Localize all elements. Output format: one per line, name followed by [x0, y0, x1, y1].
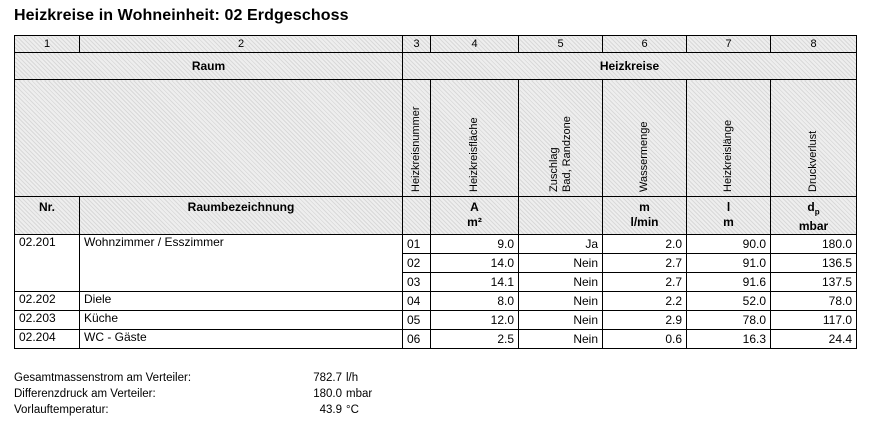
circuit-length: 90.0 — [687, 235, 771, 254]
summary-value: 180.0 — [313, 388, 342, 400]
room-number: 02.202 — [15, 292, 80, 311]
unit-length: l m — [687, 197, 771, 235]
circuit-area: 14.1 — [431, 273, 519, 292]
section-raum: Raum — [15, 53, 403, 80]
circuit-area: 9.0 — [431, 235, 519, 254]
page-title: Heizkreise in Wohneinheit: 02 Erdgeschoss — [14, 7, 349, 24]
circuit-area: 14.0 — [431, 254, 519, 273]
section-header-row — [15, 53, 857, 80]
column-number: 2 — [80, 36, 403, 53]
room-number: 02.203 — [15, 311, 80, 330]
header-druckverlust: Druckverlust — [771, 80, 857, 197]
circuit-flow: 2.9 — [603, 311, 687, 330]
circuit-zuschlag: Nein — [519, 311, 603, 330]
circuit-length: 52.0 — [687, 292, 771, 311]
circuit-pressure-loss: 24.4 — [771, 330, 857, 349]
circuit-pressure-loss: 117.0 — [771, 311, 857, 330]
unit-flow: m l/min — [603, 197, 687, 235]
circuit-zuschlag: Ja — [519, 235, 603, 254]
summary-value: 43.9 — [319, 404, 342, 416]
blank-header-cell — [15, 80, 403, 197]
table-row — [15, 292, 857, 311]
unit-blank — [403, 197, 431, 235]
circuit-pressure-loss: 137.5 — [771, 273, 857, 292]
circuit-length: 78.0 — [687, 311, 771, 330]
circuit-zuschlag: Nein — [519, 273, 603, 292]
column-number: 6 — [603, 36, 687, 53]
column-number: 7 — [687, 36, 771, 53]
room-name: Diele — [80, 292, 403, 311]
circuit-flow: 2.2 — [603, 292, 687, 311]
circuit-area: 8.0 — [431, 292, 519, 311]
circuit-number: 01 — [403, 235, 431, 254]
circuit-flow: 0.6 — [603, 330, 687, 349]
header-heizkreisnummer: Heizkreisnummer — [403, 80, 431, 197]
circuit-length: 91.0 — [687, 254, 771, 273]
header-heizkreisflaeche: Heizkreisfläche — [431, 80, 519, 197]
table-row — [15, 330, 857, 349]
circuit-length: 91.6 — [687, 273, 771, 292]
summary-unit: l/h — [346, 372, 359, 384]
summary-label: Differenzdruck am Verteiler: — [14, 388, 156, 400]
section-heizkreise: Heizkreise — [403, 53, 857, 80]
circuit-pressure-loss: 180.0 — [771, 235, 857, 254]
circuit-zuschlag: Nein — [519, 292, 603, 311]
header-nr: Nr. — [15, 197, 80, 235]
table-row — [15, 235, 857, 254]
circuit-number: 05 — [403, 311, 431, 330]
column-number: 1 — [15, 36, 80, 53]
circuit-length: 16.3 — [687, 330, 771, 349]
room-name: WC - Gäste — [80, 330, 403, 349]
header-zuschlag: Zuschlag Bad, Randzone — [519, 80, 603, 197]
summary-unit: °C — [346, 404, 359, 416]
room-number: 02.204 — [15, 330, 80, 349]
circuit-zuschlag: Nein — [519, 330, 603, 349]
summary-label: Gesamtmassenstrom am Verteiler: — [14, 372, 192, 384]
circuit-zuschlag: Nein — [519, 254, 603, 273]
column-number-row — [15, 36, 857, 53]
circuit-number: 04 — [403, 292, 431, 311]
circuit-flow: 2.7 — [603, 254, 687, 273]
circuit-flow: 2.0 — [603, 235, 687, 254]
column-number: 3 — [403, 36, 431, 53]
heating-circuits-table — [14, 35, 857, 349]
circuit-pressure-loss: 136.5 — [771, 254, 857, 273]
header-raumbezeichnung: Raumbezeichnung — [80, 197, 403, 235]
unit-area: A m² — [431, 197, 519, 235]
unit-pressure: $d_p$ mbar — [771, 197, 857, 235]
circuit-number: 06 — [403, 330, 431, 349]
table-row — [15, 311, 857, 330]
header-wassermenge: Wassermenge — [603, 80, 687, 197]
vertical-header-row — [15, 80, 857, 197]
room-number: 02.201 — [15, 235, 80, 292]
circuit-area: 2.5 — [431, 330, 519, 349]
circuit-number: 03 — [403, 273, 431, 292]
unit-header-row — [15, 197, 857, 235]
circuit-area: 12.0 — [431, 311, 519, 330]
header-heizkreislaenge: Heizkreislänge — [687, 80, 771, 197]
summary-unit: mbar — [346, 388, 373, 400]
summary-label: Vorlauftemperatur: — [14, 404, 109, 416]
circuit-pressure-loss: 78.0 — [771, 292, 857, 311]
circuit-number: 02 — [403, 254, 431, 273]
room-name: Küche — [80, 311, 403, 330]
column-number: 4 — [431, 36, 519, 53]
column-number: 5 — [519, 36, 603, 53]
unit-blank — [519, 197, 603, 235]
summary-value: 782.7 — [313, 372, 342, 384]
room-name: Wohnzimmer / Esszimmer — [80, 235, 403, 292]
circuit-flow: 2.7 — [603, 273, 687, 292]
column-number: 8 — [771, 36, 857, 53]
